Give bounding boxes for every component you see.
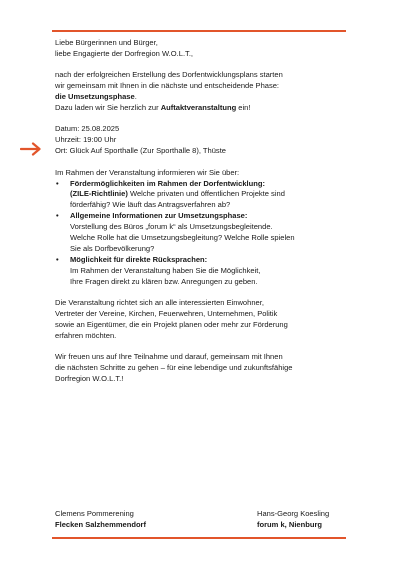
top-divider bbox=[52, 30, 346, 32]
greeting-line: Liebe Bürgerinnen und Bürger, bbox=[55, 38, 158, 47]
phase-line: die Umsetzungsphase. bbox=[55, 92, 137, 102]
event-date: Datum: 25.08.2025 bbox=[55, 124, 120, 134]
event-name: Auftaktveranstaltung bbox=[160, 103, 237, 113]
list-item: • Allgemeine Informationen zur Umsetzungsphase: Vorstellung des Büros „forum k“ als Umsetzungsbegleitende. Welche Rolle hat die Umsetzungsbegleitung? Welche Rolle spielen Sie als Dorfbevölkerung? bbox=[55, 211, 347, 255]
list-item: • Möglichkeit für direkte Rücksprachen: Im Rahmen der Veranstaltung haben Sie die Möglichkeit, Ihre Fragen direkt zu klären bzw. Anregungen zu geben. bbox=[55, 255, 347, 288]
invite-line: Dazu laden wir Sie herzlich zur Auftaktveranstaltung ein! bbox=[55, 103, 251, 113]
audience-line: sowie an Eigentümer, die ein Projekt planen oder mehr zur Förderung bbox=[55, 319, 288, 329]
audience-line: Die Veranstaltung richtet sich an alle interessierten Einwohner, bbox=[55, 298, 264, 308]
closing-line: die nächsten Schritte zu gehen – für eine lebendige und zukunftsfähige bbox=[55, 363, 293, 373]
topic-title: Möglichkeit für direkte Rücksprachen: bbox=[70, 254, 208, 264]
topic-title: Allgemeine Informationen zur Umsetzungsphase: bbox=[70, 211, 248, 221]
audience-line: erfahren möchten. bbox=[55, 330, 117, 340]
signature-left bbox=[55, 508, 146, 530]
event-place: Ort: Glück Auf Sporthalle (Zur Sporthalle 8), Thüste bbox=[55, 146, 226, 156]
bottom-divider bbox=[52, 537, 346, 539]
signatory-name: Hans-Georg Koesling bbox=[257, 509, 330, 518]
topics-intro: Im Rahmen der Veranstaltung informieren wir Sie über: bbox=[55, 167, 240, 177]
closing-line: Dorfregion W.O.L.T.! bbox=[55, 374, 124, 384]
list-item: • Fördermöglichkeiten im Rahmen der Dorfentwicklung: (ZILE-Richtlinie) Welche privaten und öffentlichen Projekte sind förderfähig? Wie läuft das Antragsverfahren ab? bbox=[55, 179, 347, 212]
bullet-icon: • bbox=[56, 211, 59, 221]
phase-name: die Umsetzungsphase bbox=[55, 92, 135, 102]
topic-subtitle: (ZILE-Richtlinie) bbox=[70, 189, 128, 199]
right-arrow-icon bbox=[20, 142, 42, 156]
audience-line: Vertreter der Vereine, Kirchen, Feuerwehren, Unternehmen, Politik bbox=[55, 309, 278, 319]
signatory-org: forum k, Nienburg bbox=[257, 520, 322, 529]
signatory-org: Flecken Salzhemmendorf bbox=[55, 520, 147, 529]
event-time: Uhrzeit: 19:00 Uhr bbox=[55, 135, 117, 145]
signatory-name: Clemens Pommerening bbox=[55, 509, 134, 518]
bullet-icon: • bbox=[56, 178, 59, 188]
letter-body bbox=[55, 38, 347, 385]
signature-right bbox=[257, 508, 329, 530]
topics-list bbox=[55, 179, 347, 288]
topic-title: Fördermöglichkeiten im Rahmen der Dorfentwicklung: bbox=[70, 178, 265, 188]
greeting-line: liebe Engagierte der Dorfregion W.O.L.T., bbox=[55, 48, 194, 58]
closing-line: Wir freuen uns auf Ihre Teilnahme und darauf, gemeinsam mit Ihnen bbox=[55, 352, 283, 362]
bullet-icon: • bbox=[56, 254, 59, 264]
intro-line: nach der erfolgreichen Erstellung des Dorfentwicklungsplans starten bbox=[55, 70, 283, 80]
intro-line: wir gemeinsam mit Ihnen in die nächste und entscheidende Phase: bbox=[55, 81, 280, 91]
